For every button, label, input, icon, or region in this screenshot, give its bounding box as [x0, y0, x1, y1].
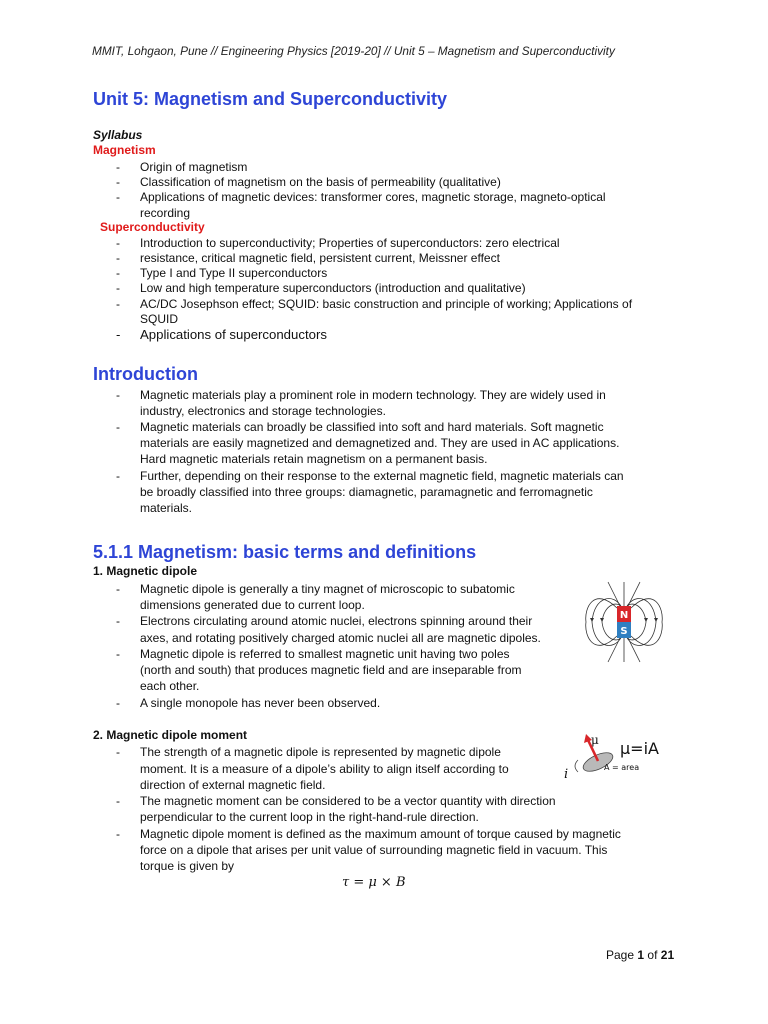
torque-formula: τ = μ × B: [342, 875, 406, 890]
north-label: N: [619, 610, 629, 621]
running-header: MMIT, Lohgaon, Pune // Engineering Physics [2019-20] // Unit 5 – Magnetism and Superconductivity: [92, 44, 615, 58]
current-loop-figure: [560, 728, 680, 784]
syllabus-label: Syllabus: [93, 128, 143, 142]
superconductivity-label: Superconductivity: [100, 220, 205, 234]
current-arrow: [575, 760, 578, 772]
magnetism-label: Magnetism: [93, 143, 156, 157]
document-page: MMIT, Lohgaon, Pune // Engineering Physics [2019-20] // Unit 5 – Magnetism and Superconductivity Unit 5: Magnetism and Superconductivity Syllabus Magnetism - Origin of magnetism - Classification of magnetism on the basis of permeability (qualitative) - Applications of magnetic devices: transformer cores, magnetic storage, magneto-optical recording Superconductivity - Introduction to superconductivity; Properties of superconductors: zero electrical - resistance, critical magnetic field, persistent current, Meissner effect - Type I and Type II superconductors - Low and high temperature superconductors (introduction and qualitative) - AC/DC Josephson effect; SQUID: basic construction and principle of working; Applications of SQUID - Applications of superconductors Introduction - Magnetic materials play a prominent role in modern technology. They are widely used in industry, electronics and storage technologies. - Magnetic materials can broadly be classified into soft and hard materials. Soft magnetic materials are easily magnetized and demagnetized and. They are used in AC applications. Hard magnetic materials retain magnetism on a permanent basis. - Further, depending on their response to the external magnetic field, magnetic materials can be broadly classified into three groups: diamagnetic, paramagnetic and ferromagnetic materials. 5.1.1 Magnetism: basic terms and definitions 1. Magnetic dipole - Magnetic dipole is generally a tiny magnet of microscopic to subatomic dimensions generated due to current loop. - Electrons circulating around atomic nuclei, electrons spinning around their axes, and rotating positively charged atomic nuclei all are magnetic dipoles. - Magnetic dipole is referred to smallest magnetic unit having two poles (north and south) that produces magnetic field and are inseparable from each other. - A single monopole has never been observed. N S 2. Magnetic dipole moment - The strength of a magnetic dipole is represented by magnetic dipole moment. It is a measure of a dipole’s ability to align itself according to direction of external magnetic field. - The magnetic moment can be considered to be a vector quantity with direction perpendicular to the current loop in the right-hand-rule direction. - Magnetic dipole moment is defined as the maximum amount of torque caused by magnetic force on a dipole that arises per unit value of surrounding magnetic field in vacuum. This torque is given by μ i μ=iA A = area τ = μ × B Page 1 of 21: [0, 0, 768, 1024]
unit-title: Unit 5: Magnetism and Superconductivity: [93, 89, 448, 109]
bar-magnet-field-figure: [584, 578, 664, 666]
area-label: A = area: [604, 763, 640, 772]
south-label: S: [620, 626, 628, 637]
magnetic-dipole-label: 1. Magnetic dipole: [93, 564, 198, 578]
page-footer: Page 1 of 21: [606, 948, 675, 962]
mu-equals-ia: μ=iA: [620, 739, 659, 758]
section-511-heading: 5.1.1 Magnetism: basic terms and definitions: [93, 542, 477, 562]
introduction-heading: Introduction: [93, 364, 198, 384]
dipole-moment-label: 2. Magnetic dipole moment: [93, 728, 248, 742]
current-symbol: i: [564, 767, 569, 782]
mu-symbol: μ: [591, 733, 599, 747]
